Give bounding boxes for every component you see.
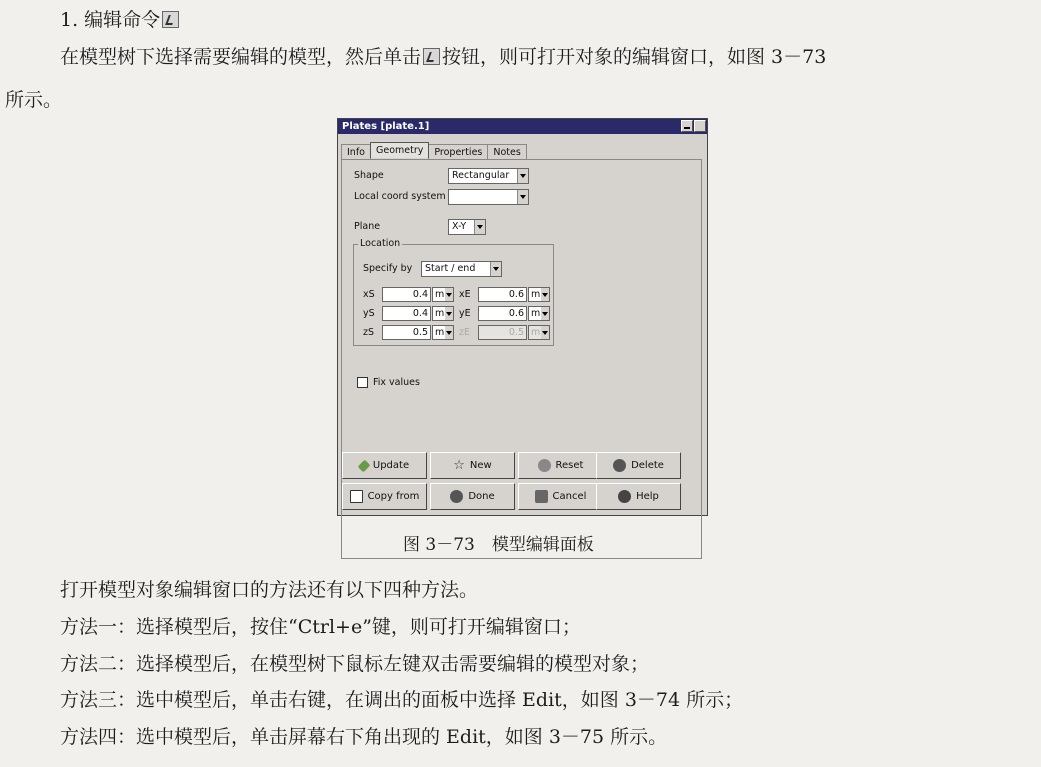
help-icon bbox=[618, 490, 631, 503]
location-group-title: Location bbox=[360, 238, 401, 249]
ys-label: yS bbox=[363, 308, 375, 319]
dialog-title: Plates [plate.1] bbox=[342, 121, 430, 132]
shape-dropdown[interactable] bbox=[448, 168, 529, 184]
copy-icon bbox=[350, 490, 363, 503]
shape-label: Shape bbox=[354, 170, 384, 181]
tab-properties[interactable]: Properties bbox=[428, 144, 488, 160]
delete-label: Delete bbox=[631, 460, 664, 471]
xs-unit: m bbox=[435, 289, 445, 300]
edit-dialog bbox=[337, 118, 708, 516]
zs-input[interactable]: 0.5 bbox=[382, 325, 431, 340]
minimize-icon[interactable] bbox=[681, 120, 693, 132]
xe-unit: m bbox=[531, 289, 541, 300]
tab-info[interactable]: Info bbox=[341, 144, 371, 160]
tab-notes[interactable]: Notes bbox=[487, 144, 526, 160]
ye-input[interactable]: 0.6 bbox=[478, 306, 527, 321]
ye-unit: m bbox=[531, 308, 541, 319]
copy-from-button[interactable] bbox=[342, 483, 427, 510]
delete-icon bbox=[613, 459, 626, 472]
xe-unit-select[interactable] bbox=[528, 287, 550, 302]
ze-label: zE bbox=[459, 327, 470, 338]
plane-dropdown[interactable] bbox=[448, 219, 486, 235]
chevron-down-icon bbox=[541, 307, 549, 320]
section-heading bbox=[60, 8, 181, 32]
section-heading-text: 1. 编辑命令 bbox=[60, 9, 161, 31]
close-icon[interactable] bbox=[694, 120, 706, 132]
intro-line-1 bbox=[60, 45, 826, 69]
done-button[interactable] bbox=[430, 483, 515, 510]
shape-value: Rectangular bbox=[452, 170, 510, 181]
method-2: 方法二：选择模型后，在模型树下鼠标左键双击需要编辑的模型对象； bbox=[60, 653, 650, 675]
method-1: 方法一：选择模型后，按住“Ctrl+e”键，则可打开编辑窗口； bbox=[60, 616, 581, 638]
fix-values-label: Fix values bbox=[373, 377, 420, 388]
plane-label: Plane bbox=[354, 221, 381, 232]
help-label: Help bbox=[636, 491, 659, 502]
chevron-down-icon bbox=[517, 169, 528, 183]
reset-button[interactable] bbox=[518, 452, 603, 479]
zs-unit-select[interactable] bbox=[432, 325, 454, 340]
specify-by-label: Specify by bbox=[363, 263, 413, 274]
chevron-down-icon bbox=[445, 326, 453, 339]
specify-by-value: Start / end bbox=[425, 263, 476, 274]
plane-value: X-Y bbox=[452, 221, 467, 232]
reset-icon bbox=[538, 459, 551, 472]
done-icon bbox=[450, 490, 463, 503]
chevron-down-icon bbox=[474, 220, 485, 234]
intro-text-after: 按钮，则可打开对象的编辑窗口，如图 3－73 bbox=[442, 46, 827, 68]
edit-button-icon bbox=[423, 48, 440, 65]
new-label: New bbox=[469, 460, 492, 471]
ze-input: 0.5 bbox=[478, 325, 527, 340]
ye-label: yE bbox=[459, 308, 471, 319]
xs-label: xS bbox=[363, 289, 375, 300]
chevron-down-icon bbox=[517, 190, 528, 204]
check-icon bbox=[358, 459, 371, 472]
method-4: 方法四：选中模型后，单击屏幕右下角出现的 Edit，如图 3－75 所示。 bbox=[60, 726, 668, 748]
methods-intro: 打开模型对象编辑窗口的方法还有以下四种方法。 bbox=[60, 579, 479, 601]
chevron-down-icon bbox=[541, 288, 549, 301]
dialog-titlebar[interactable] bbox=[338, 119, 707, 134]
cancel-button[interactable] bbox=[518, 483, 603, 510]
local-coord-dropdown[interactable] bbox=[448, 189, 529, 205]
ye-unit-select[interactable] bbox=[528, 306, 550, 321]
zs-unit: m bbox=[435, 327, 445, 338]
update-label: Update bbox=[372, 460, 410, 471]
chevron-down-icon bbox=[445, 307, 453, 320]
zs-label: zS bbox=[363, 327, 375, 338]
chevron-down-icon bbox=[541, 326, 549, 339]
chevron-down-icon bbox=[490, 262, 501, 276]
tab-bar bbox=[341, 144, 526, 160]
ys-unit: m bbox=[435, 308, 445, 319]
intro-line-2: 所示。 bbox=[5, 89, 63, 111]
local-coord-label: Local coord system bbox=[354, 191, 446, 202]
xs-unit-select[interactable] bbox=[432, 287, 454, 302]
cancel-icon bbox=[535, 490, 548, 503]
ze-unit-select bbox=[528, 325, 550, 340]
cancel-label: Cancel bbox=[552, 491, 587, 502]
intro-text-before: 在模型树下选择需要编辑的模型，然后单击 bbox=[60, 46, 422, 68]
xe-label: xE bbox=[459, 289, 471, 300]
tab-geometry[interactable]: Geometry bbox=[370, 142, 429, 158]
ys-unit-select[interactable] bbox=[432, 306, 454, 321]
xe-input[interactable]: 0.6 bbox=[478, 287, 527, 302]
location-group bbox=[353, 238, 554, 346]
specify-by-dropdown[interactable] bbox=[421, 261, 502, 277]
help-button[interactable] bbox=[596, 483, 681, 510]
method-3: 方法三：选中模型后，单击右键，在调出的面板中选择 Edit，如图 3－74 所示； bbox=[60, 689, 744, 711]
copy-from-label: Copy from bbox=[367, 491, 420, 502]
update-button[interactable] bbox=[342, 452, 427, 479]
edit-command-icon bbox=[162, 11, 179, 28]
done-label: Done bbox=[468, 491, 495, 502]
fix-values-checkbox[interactable] bbox=[357, 377, 368, 388]
reset-label: Reset bbox=[555, 460, 584, 471]
new-button[interactable] bbox=[430, 452, 515, 479]
figure-caption: 图 3－73 模型编辑面板 bbox=[403, 535, 594, 555]
star-icon: ☆ bbox=[453, 458, 465, 473]
xs-input[interactable]: 0.4 bbox=[382, 287, 431, 302]
chevron-down-icon bbox=[445, 288, 453, 301]
ys-input[interactable]: 0.4 bbox=[382, 306, 431, 321]
delete-button[interactable] bbox=[596, 452, 681, 479]
ze-unit: m bbox=[531, 327, 541, 338]
